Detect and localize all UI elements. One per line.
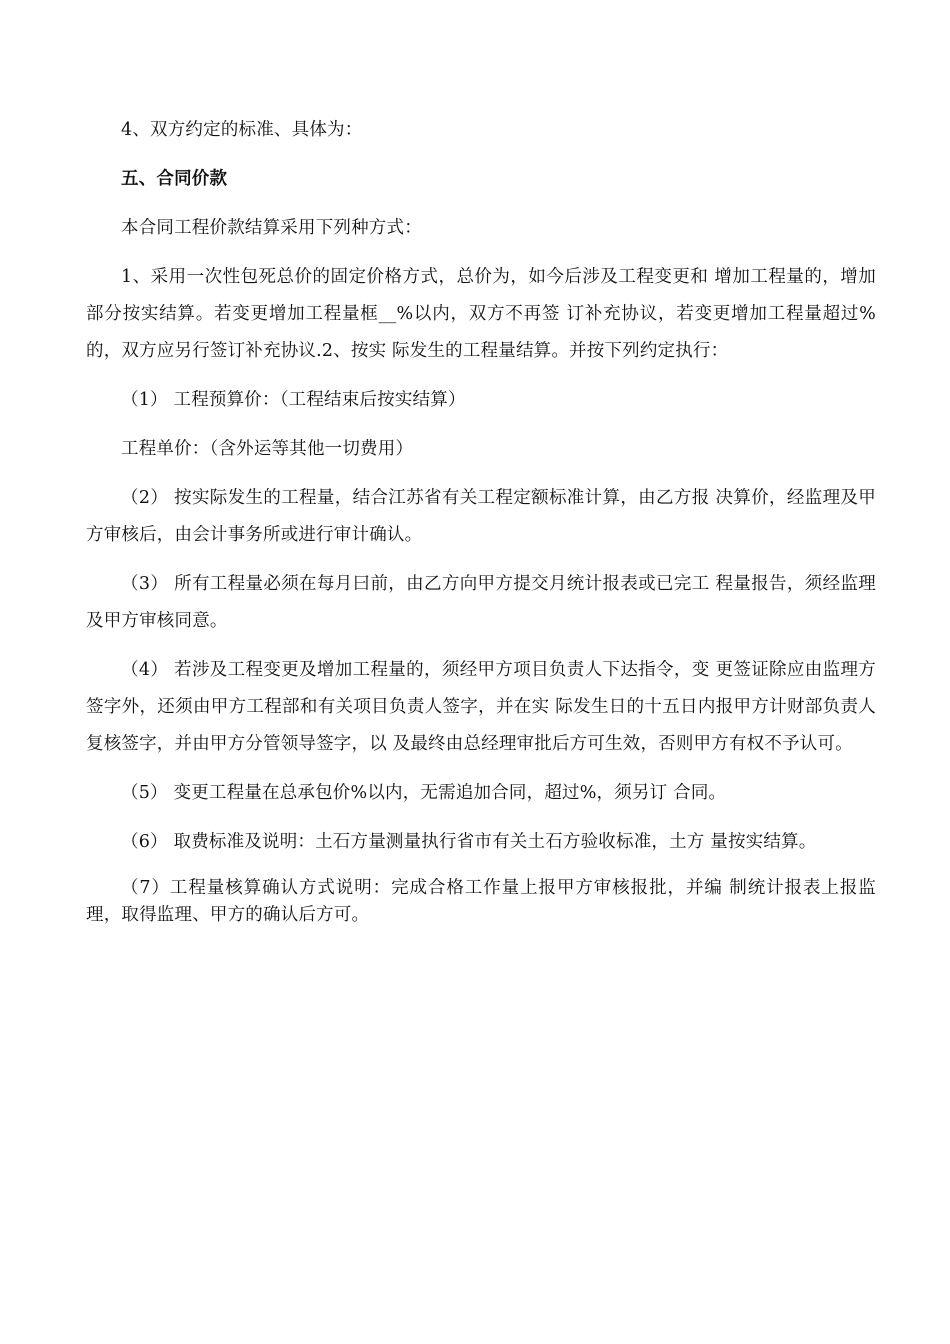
- document-body: [86, 112, 876, 929]
- clause-6: （6） 取费标准及说明：土石方量测量执行省市有关土石方验收标准，土方 量按实结算。: [121, 832, 817, 852]
- clause-4-change: （4） 若涉及工程变更及增加工程量的，须经甲方项目负责人下达指令，变 更签证除应由监理方签字外，还须由甲方工程部和有关项目负责人签字，并在实 际发生日的十五日内报甲方计财部负责人复核签字，并由甲方分管领导签字，以 及最终由总经理审批后方可生效，否则甲方有权不予认可。: [86, 660, 876, 754]
- clause-4: 4、双方约定的标准、具体为：: [121, 120, 363, 140]
- clause-7: （7）工程量核算确认方式说明：完成合格工作量上报甲方审核报批，并编 制统计报表上报监理，取得监理、甲方的确认后方可。: [86, 878, 876, 925]
- pricing-method-1: 1、采用一次性包死总价的固定价格方式，总价为，如今后涉及工程变更和 增加工程量的，增加部分按实结算。若变更增加工程量框__%以内，双方不再签 订补充协议，若变更增加工程量超过%的，双方应另行签订补充协议.2、按实 际发生的工程量结算。并按下列约定执行：: [86, 267, 876, 361]
- clause-5: （5） 变更工程量在总承包价%以内，无需追加合同，超过%，须另订 合同。: [121, 783, 727, 803]
- unit-price: 工程单价：（含外运等其他一切费用）: [121, 439, 414, 459]
- pricing-intro: 本合同工程价款结算采用下列种方式：: [121, 218, 422, 238]
- clause-3: （3） 所有工程量必须在每月曰前，由乙方向甲方提交月统计报表或已完工 程量报告，须经监理及甲方审核同意。: [86, 574, 876, 631]
- clause-2: （2） 按实际发生的工程量，结合江苏省有关工程定额标准计算，由乙方报 决算价，经监理及甲方审核后，由会计事务所或进行审计确认。: [86, 488, 876, 545]
- section-5-title: 五、合同价款: [121, 169, 228, 189]
- clause-1-budget-price: （1） 工程预算价：（工程结束后按实结算）: [121, 390, 466, 410]
